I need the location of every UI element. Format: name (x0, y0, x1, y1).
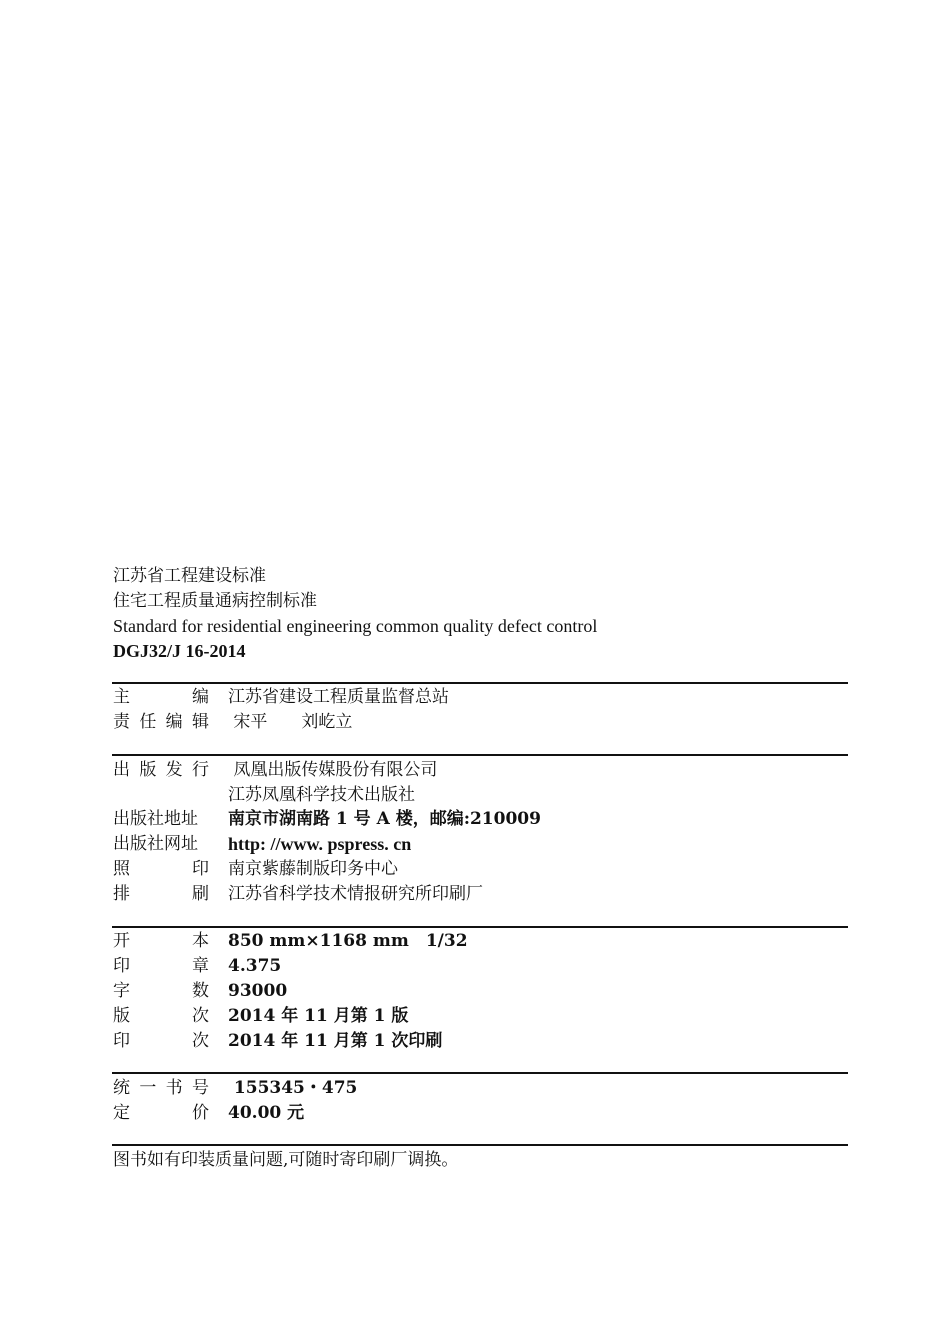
website-label: 出版社网址 (113, 834, 198, 854)
printing-label: 印 次 (113, 1031, 209, 1051)
edition-label: 版 次 (113, 1006, 209, 1026)
title-english: Standard for residential engineering common quality defect control (113, 616, 598, 636)
sheets-label: 印 章 (113, 956, 209, 976)
book-number-value: 155345・475 (228, 1078, 358, 1098)
word-count-value: 93000 (228, 981, 288, 1001)
printing-value: 2014 年 11 月第 1 次印刷 (228, 1031, 443, 1051)
divider (112, 1144, 848, 1146)
chief-editor-value: 江苏省建设工程质量监督总站 (228, 687, 449, 707)
divider (112, 1072, 848, 1074)
website-link: http: //www. pspress. cn (228, 834, 412, 854)
divider (112, 754, 848, 756)
address-label: 出版社地址 (113, 809, 198, 829)
format-label: 开 本 (113, 931, 209, 951)
publisher-value-2: 江苏凤凰科学技术出版社 (228, 785, 415, 805)
edition-value: 2014 年 11 月第 1 版 (228, 1006, 409, 1026)
price-value: 40.00 元 (228, 1103, 305, 1123)
standard-code: DGJ32/J 16-2014 (113, 641, 246, 661)
responsible-editor-value: 宋平 刘屹立 (228, 712, 353, 732)
sheets-value: 4.375 (228, 956, 282, 976)
divider (112, 682, 848, 684)
word-count-label: 字 数 (113, 981, 209, 1001)
printer-value: 江苏省科学技术情报研究所印刷厂 (228, 884, 483, 904)
standard-series: 江苏省工程建设标准 (113, 566, 266, 586)
publisher-label: 出 版 发 行 (113, 760, 209, 780)
publisher-value: 凤凰出版传媒股份有限公司 (228, 760, 438, 780)
typeset-label: 照 印 (113, 859, 209, 879)
divider (112, 926, 848, 928)
title-chinese: 住宅工程质量通病控制标准 (113, 591, 317, 611)
format-value: 850 mm×1168 mm 1/32 (228, 931, 468, 951)
printer-label: 排 刷 (113, 884, 209, 904)
quality-notice: 图书如有印装质量问题,可随时寄印刷厂调换。 (113, 1150, 459, 1170)
typeset-value: 南京紫藤制版印务中心 (228, 859, 398, 879)
chief-editor-label: 主 编 (113, 687, 209, 707)
price-label: 定 价 (113, 1103, 209, 1123)
responsible-editor-label: 责 任 编 辑 (113, 712, 209, 732)
book-number-label: 统 一 书 号 (113, 1078, 209, 1098)
address-value: 南京市湖南路 1 号 A 楼，邮编:210009 (228, 809, 541, 829)
